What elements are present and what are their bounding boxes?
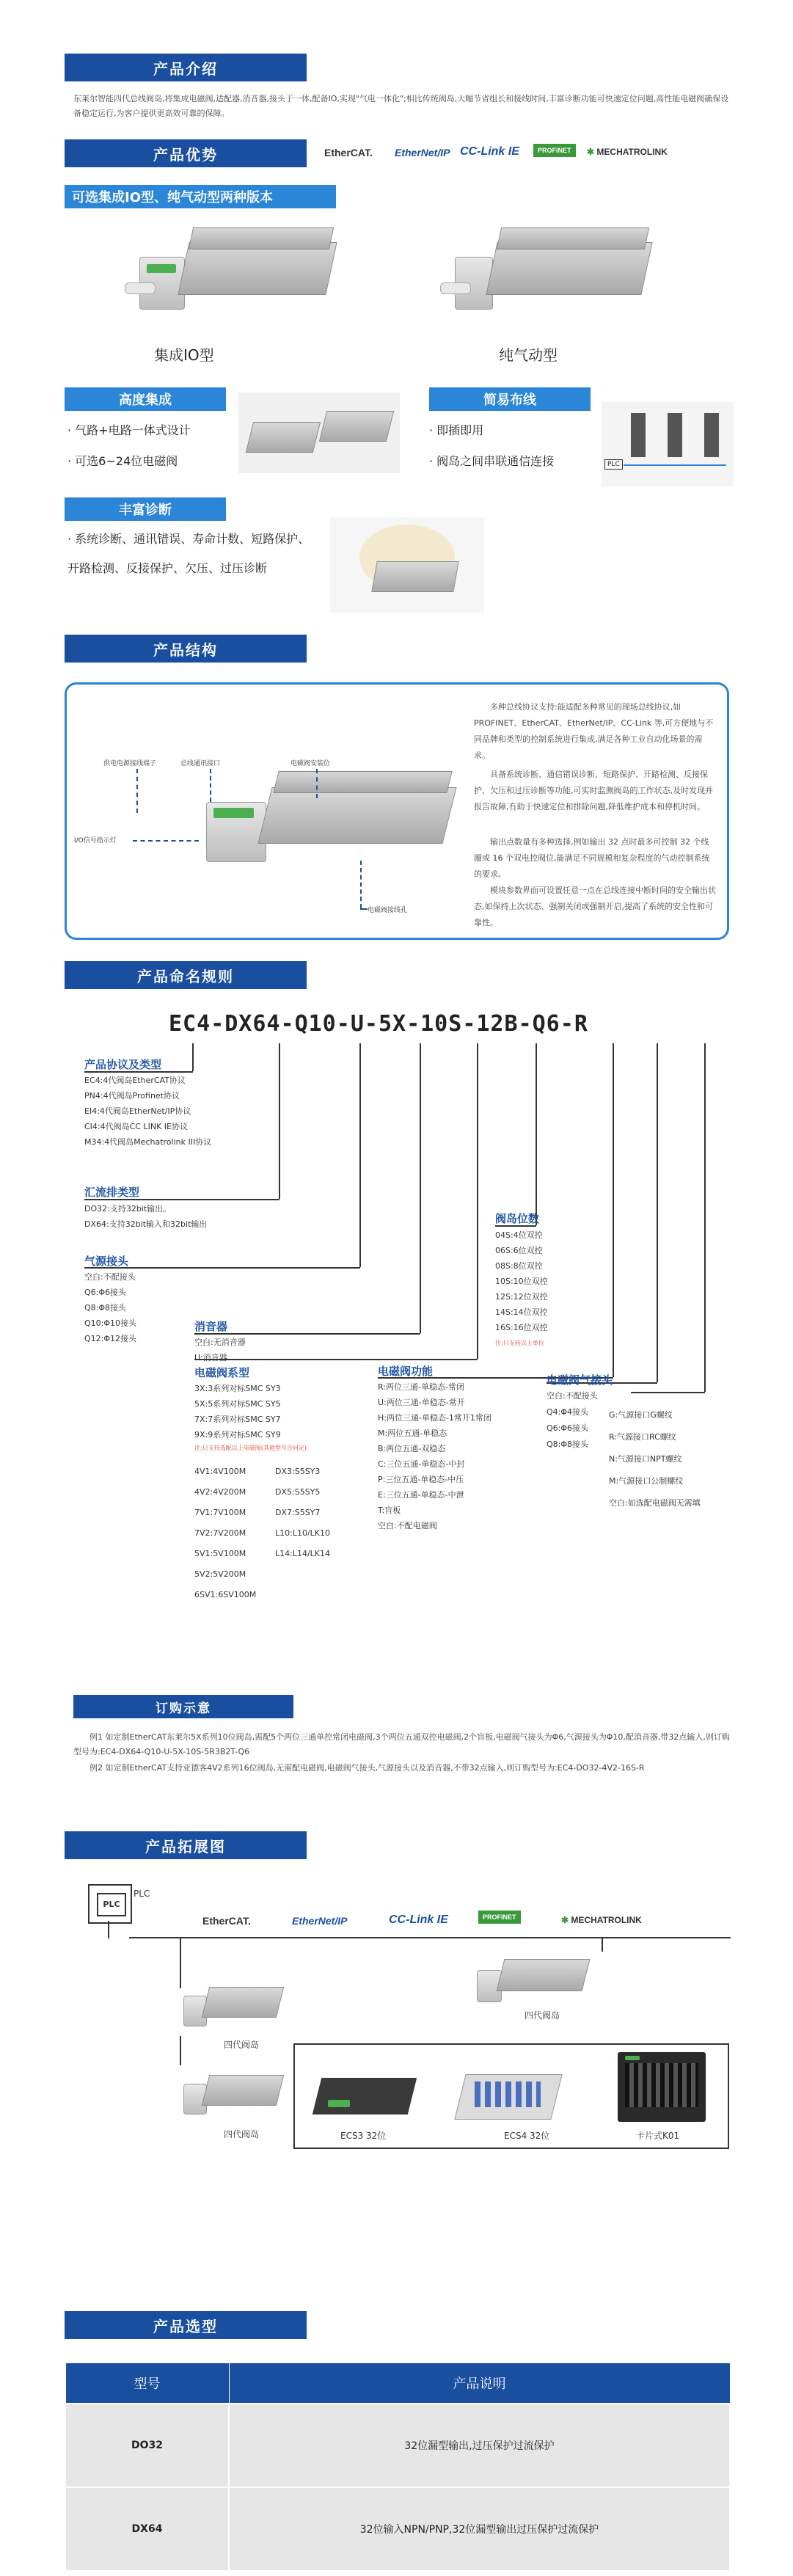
structure-image <box>191 751 456 875</box>
profinet-logo: PROFINET <box>533 144 576 157</box>
table-row <box>65 2404 730 2487</box>
row-desc: 32位漏型输出,过压保护过流保护 <box>229 2404 730 2487</box>
topo-devices-box <box>293 2043 729 2149</box>
selection-title: 产品选型 <box>153 2317 218 2335</box>
diag-item-1: · 系统诊断、通讯错误、寿命计数、短路保护、 <box>67 532 310 546</box>
bus-title: 汇流排类型 <box>84 1186 140 1199</box>
diag-item-2: 开路检测、反接保护、欠压、过压诊断 <box>67 561 268 575</box>
stations-title: 阀岛位数 <box>495 1212 540 1225</box>
code-ec4: EC4 <box>169 1011 211 1037</box>
selection-table <box>65 2362 731 2572</box>
versions-banner <box>65 185 336 208</box>
advantage-title: 产品优势 <box>153 145 218 164</box>
code-10s: 10S <box>420 1011 463 1037</box>
intro-heading <box>65 54 307 81</box>
stations-item: 12S:12位双控 <box>495 1292 548 1302</box>
protocol-item: PN4:4代阀岛Profinet协议 <box>84 1091 180 1101</box>
fitting-item: 空白:不配接头 <box>547 1391 598 1401</box>
function-item: R:两位三通-单稳态-常闭 <box>378 1382 464 1392</box>
stations-list <box>495 1227 548 1335</box>
code-r: R <box>574 1011 588 1037</box>
high-item-2: · 可选6~24位电磁阀 <box>67 454 178 468</box>
air-item: 空白:不配接头 <box>84 1272 136 1282</box>
wiring-item-1: · 即插即用 <box>429 423 484 437</box>
series-col2-item: DX7:S5SY7 <box>275 1508 321 1517</box>
diagnosis-banner <box>65 497 226 521</box>
cclinkie-logo: CC-Link IE <box>460 145 519 158</box>
code-dash-8: - <box>560 1011 574 1037</box>
topo-mechatrolink-icon: ✱ <box>561 1915 569 1925</box>
structure-para-3: 输出点数量有多种选择,例如输出 32 点时最多可控制 32 个线圈或 16 个双电控阀位,能满足不同规模和复杂程度的气动控制系统的要求。 <box>474 837 710 879</box>
function-item: C:三位五通-单稳态-中封 <box>378 1459 465 1469</box>
mechatrolink-icon: ✱ <box>587 147 595 157</box>
code-5x: 5X <box>378 1011 407 1037</box>
series-item: 5X:5系列对标SMC SY5 <box>194 1399 281 1409</box>
naming-heading <box>65 961 307 989</box>
series-col1-item: 4V1:4V100M <box>194 1467 246 1476</box>
row-model: DX64 <box>65 2487 229 2571</box>
wiring-item-2: · 阀岛之间串联通信连接 <box>429 454 555 468</box>
air-item: Q8:Φ8接头 <box>84 1303 127 1313</box>
silencer-title: 消音器 <box>194 1320 228 1333</box>
plc-icon-label: PLC <box>97 1893 126 1916</box>
device-k01-label: 卡片式K01 <box>636 2131 680 2141</box>
diagnosis-title: 丰富诊断 <box>119 503 172 518</box>
wiring-image <box>602 402 734 486</box>
callout-valve-mount: 电磁阀安装位 <box>290 760 331 767</box>
code-dash-2: - <box>280 1011 295 1037</box>
series-col1-item: 6SV1:6SV100M <box>194 1590 257 1599</box>
silencer-list <box>194 1335 246 1365</box>
series-col2-item: DX5:S5SY5 <box>275 1487 321 1497</box>
pneumatic-island-image <box>440 213 660 330</box>
stations-note: 注:只支持以上单位 <box>495 1340 544 1346</box>
diagnosis-image <box>330 517 484 613</box>
protocol-title: 产品协议及类型 <box>84 1058 162 1071</box>
topo-mechatrolink-logo <box>561 1915 642 1925</box>
intro-title: 产品介绍 <box>153 59 218 78</box>
fitting-right-item: 空白:如选配电磁阀无需填 <box>609 1498 701 1508</box>
fitting-right-item: G:气源接口G螺纹 <box>609 1410 673 1420</box>
code-12b: 12B <box>476 1011 519 1037</box>
high-integration-banner <box>65 387 226 411</box>
plc-icon <box>88 1884 132 1924</box>
series-list <box>194 1381 281 1442</box>
callout-bus: 总线通讯接口 <box>180 760 221 767</box>
function-item: E:三位五通-单稳态-中泄 <box>378 1490 464 1500</box>
protocol-item: CI4:4代阀岛CC LINK IE协议 <box>84 1122 188 1131</box>
selection-header-row <box>65 2363 730 2404</box>
intro-text: 东莱尔智能四代总线阀岛,将集成电磁阀,适配器,消音器,接头于一体,配备IO,实现"气电一体化";相比传统阀岛,大幅节省组长和接线时间,丰富诊断功能可快速定位问题,高性能电磁阀确保设备稳定运行,为客户提供更高效可靠的保障。 <box>73 94 729 118</box>
series-col2-item: DX3:S5SY3 <box>275 1467 321 1476</box>
stations-item: 08S:8位双控 <box>495 1261 543 1271</box>
topo-island-2 <box>477 1944 594 2010</box>
high-integration-image <box>238 393 400 473</box>
device-ecs4-image <box>460 2056 555 2122</box>
high-integration-title: 高度集成 <box>119 393 172 408</box>
structure-title: 产品结构 <box>153 641 218 659</box>
advantage-heading <box>65 139 307 167</box>
bus-item: DX64:支持32bit输入和32bit输出 <box>84 1219 208 1229</box>
protocol-list <box>84 1073 211 1150</box>
structure-para-4: 模块参数界面可设置任意一点在总线连接中断时间的安全输出状态,如保持上次状态、强制关闭或强制开启,提高了系统的安全性和可靠性。 <box>474 886 716 927</box>
stations-item: 04S:4位双控 <box>495 1230 543 1240</box>
series-col2-item: L14:L14/LK14 <box>275 1549 331 1558</box>
code-q10: Q10 <box>294 1011 337 1037</box>
series-item: 3X:3系列对标SMC SY3 <box>194 1384 281 1393</box>
series-item: 9X:9系列对标SMC SY9 <box>194 1430 281 1440</box>
structure-panel <box>65 682 729 940</box>
naming-title: 产品命名规则 <box>137 967 234 985</box>
high-item-1: · 气路+电路一体式设计 <box>67 423 191 437</box>
topo-island-1-label: 四代阀岛 <box>224 2040 260 2050</box>
protocol-item: EI4:4代阀岛EtherNet/IP协议 <box>84 1106 191 1116</box>
row-model: DO32 <box>65 2404 229 2487</box>
series-col2-item: L10:L10/LK10 <box>275 1528 331 1538</box>
version-b-label: 纯气动型 <box>499 346 558 364</box>
topo-ethercat-logo: EtherCAT. <box>202 1915 251 1927</box>
wiring-title: 简易布线 <box>483 393 536 408</box>
code-dash-4: - <box>364 1011 379 1037</box>
fitting-item: Q8:Φ8接头 <box>547 1440 589 1449</box>
code-dash-5: - <box>406 1011 421 1037</box>
protocol-item: M34:4代阀岛Mechatrolink III协议 <box>84 1137 212 1147</box>
air-item: Q10:Φ10接头 <box>84 1318 137 1328</box>
series-note: 注:只支持选配以上电磁阀(其他型号合同定) <box>194 1445 307 1451</box>
callout-wiring-hole: 电磁阀接线孔 <box>368 907 408 914</box>
function-list <box>378 1379 491 1533</box>
callout-io-led: I/O信号指示灯 <box>74 837 117 844</box>
series-col1-item: 4V2:4V200M <box>194 1487 246 1497</box>
series-col1 <box>194 1462 256 1605</box>
device-ecs3-label: ECS3 32位 <box>340 2131 387 2141</box>
ethercat-logo: EtherCAT. <box>324 147 373 158</box>
col-desc-header: 产品说明 <box>229 2363 730 2404</box>
bus-list <box>84 1201 207 1232</box>
plc-label: PLC <box>134 1889 150 1899</box>
function-item: U:两位三通-单稳态-常开 <box>378 1398 465 1407</box>
topo-cclinkie-logo: CC-Link IE <box>389 1913 448 1926</box>
col-model-header: 型号 <box>65 2363 229 2404</box>
topo-island-1 <box>183 1974 286 2036</box>
order-heading <box>73 1695 293 1718</box>
topo-profinet-logo: PROFINET <box>478 1911 521 1924</box>
version-a-label: 集成IO型 <box>154 346 214 364</box>
air-title: 气源接头 <box>84 1255 129 1268</box>
order-example-2: 例2 如定制EtherCAT支持亚德客4V2系列16位阀岛,无需配电磁阀,电磁阀气接头,气源接头以及消音器,不带32点输入,则订购型号为:EC4-DO32-4V2-16S-R <box>89 1763 645 1773</box>
stations-item: 16S:16位双控 <box>495 1323 548 1332</box>
topo-island-2-label: 四代阀岛 <box>525 2010 560 2021</box>
topo-mechatrolink-text: MECHATROLINK <box>571 1915 642 1925</box>
mechatrolink-text: MECHATROLINK <box>596 147 668 157</box>
row-desc: 32位输入NPN/PNP,32位漏型输出过压保护过流保护 <box>229 2487 730 2571</box>
series-col2 <box>275 1462 330 1564</box>
fitting-list <box>547 1388 598 1453</box>
topo-island-3 <box>183 2062 286 2124</box>
plc-box: PLC <box>604 459 623 470</box>
ethernetip-logo: EtherNet/IP <box>395 147 450 158</box>
topo-island-3-label: 四代阀岛 <box>224 2129 260 2139</box>
silencer-item: 空白:无消音器 <box>194 1338 246 1347</box>
code-dash-1: - <box>211 1011 225 1037</box>
series-col1-item: 7V1:7V100M <box>194 1508 246 1517</box>
stations-item: 10S:10位双控 <box>495 1277 548 1286</box>
code-dx64: DX64 <box>224 1011 281 1037</box>
table-row <box>65 2487 730 2571</box>
callout-power: 供电电源接线端子 <box>103 760 157 767</box>
code-dash-3: - <box>336 1011 351 1037</box>
series-col1-item: 5V1:5V100M <box>194 1549 246 1558</box>
topo-ethernetip-logo: EtherNet/IP <box>292 1915 348 1927</box>
bus-item: DO32:支持32bit输出。 <box>84 1204 172 1214</box>
device-k01-image <box>618 2052 706 2122</box>
io-island-image <box>125 213 345 330</box>
air-list <box>84 1269 136 1346</box>
series-title: 电磁阀系型 <box>194 1366 250 1379</box>
silencer-item: U:消音器 <box>194 1353 227 1362</box>
stations-item: 14S:14位双控 <box>495 1307 548 1317</box>
fitting-title: 电磁阀气接头 <box>547 1373 613 1387</box>
order-title: 订购示意 <box>156 1701 211 1716</box>
function-item: P:三位五通-单稳态-中压 <box>378 1475 464 1484</box>
series-col1-item: 5V2:5V200M <box>194 1569 246 1579</box>
code-dash-6: - <box>462 1011 477 1037</box>
wiring-banner <box>429 387 591 411</box>
fitting-right-item: R:气源接口RC螺纹 <box>609 1432 676 1442</box>
function-title: 电磁阀功能 <box>378 1365 434 1378</box>
series-item: 7X:7系列对标SMC SY7 <box>194 1415 281 1424</box>
function-item: M:两位五通-单稳态 <box>378 1429 447 1438</box>
air-item: Q12:Φ12接头 <box>84 1334 137 1343</box>
device-ecs3-image <box>317 2056 412 2122</box>
structure-para-2: 具备系统诊断、通信错误诊断、短路保护、开路检测、反接保护、欠压和过压诊断等功能,可实时监测阀岛的工作状态,及时发现并报告故障,有助于快速定位和排除问题,降低维护成本和停机时间。 <box>474 770 713 811</box>
device-ecs4-label: ECS4 32位 <box>504 2131 550 2141</box>
code-u: U <box>350 1011 365 1037</box>
function-item: T:盲板 <box>378 1506 401 1515</box>
topology-title: 产品拓展图 <box>145 1837 226 1856</box>
mechatrolink-logo <box>587 147 668 157</box>
code-q6: Q6 <box>532 1011 560 1037</box>
series-col1-item: 7V2:7V200M <box>194 1528 246 1538</box>
model-code <box>169 1011 588 1037</box>
stations-item: 06S:6位双控 <box>495 1246 543 1255</box>
structure-para-1: 多种总线协议支持:能适配多种常见的现场总线协议,如 PROFINET、EtherCAT、EtherNet/IP、CC-Link 等,可方便地与不同品牌和类型的控制系统进行集成,满足各种工业自动化场景的需求。 <box>474 702 714 760</box>
protocol-item: EC4:4代阀岛EtherCAT协议 <box>84 1076 186 1085</box>
fitting-item: Q6:Φ6接头 <box>547 1423 589 1433</box>
topology-heading <box>65 1831 307 1859</box>
fitting-right-item: M:气源接口公制螺纹 <box>609 1476 684 1486</box>
structure-heading <box>65 635 307 663</box>
versions-title: 可选集成IO型、纯气动型两种版本 <box>72 190 273 205</box>
air-item: Q6:Φ6接头 <box>84 1288 127 1297</box>
function-item: B:两位五通-双稳态 <box>378 1444 446 1453</box>
fitting-right-list <box>609 1404 701 1514</box>
fitting-right-item: N:气源接口NPT螺纹 <box>609 1454 682 1464</box>
function-item: 空白:不配电磁阀 <box>378 1521 437 1530</box>
function-item: H:两位三通-单稳态-1常开1常闭 <box>378 1413 491 1423</box>
selection-heading <box>65 2311 307 2339</box>
order-example-1: 例1 如定制EtherCAT东莱尔5X系列10位阀岛,需配5个两位三通单控常闭电磁阀,3个两位五通双控电磁阀,2个盲板,电磁阀气接头为Φ6,气源接头为Φ10,配消音器,带32点输入,则订购型号为:EC4-DX64-Q10-U-5X-10S-5R3B2T-Q6 <box>73 1732 730 1756</box>
code-dash-7: - <box>518 1011 533 1037</box>
fitting-item: Q4:Φ4接头 <box>547 1407 589 1417</box>
